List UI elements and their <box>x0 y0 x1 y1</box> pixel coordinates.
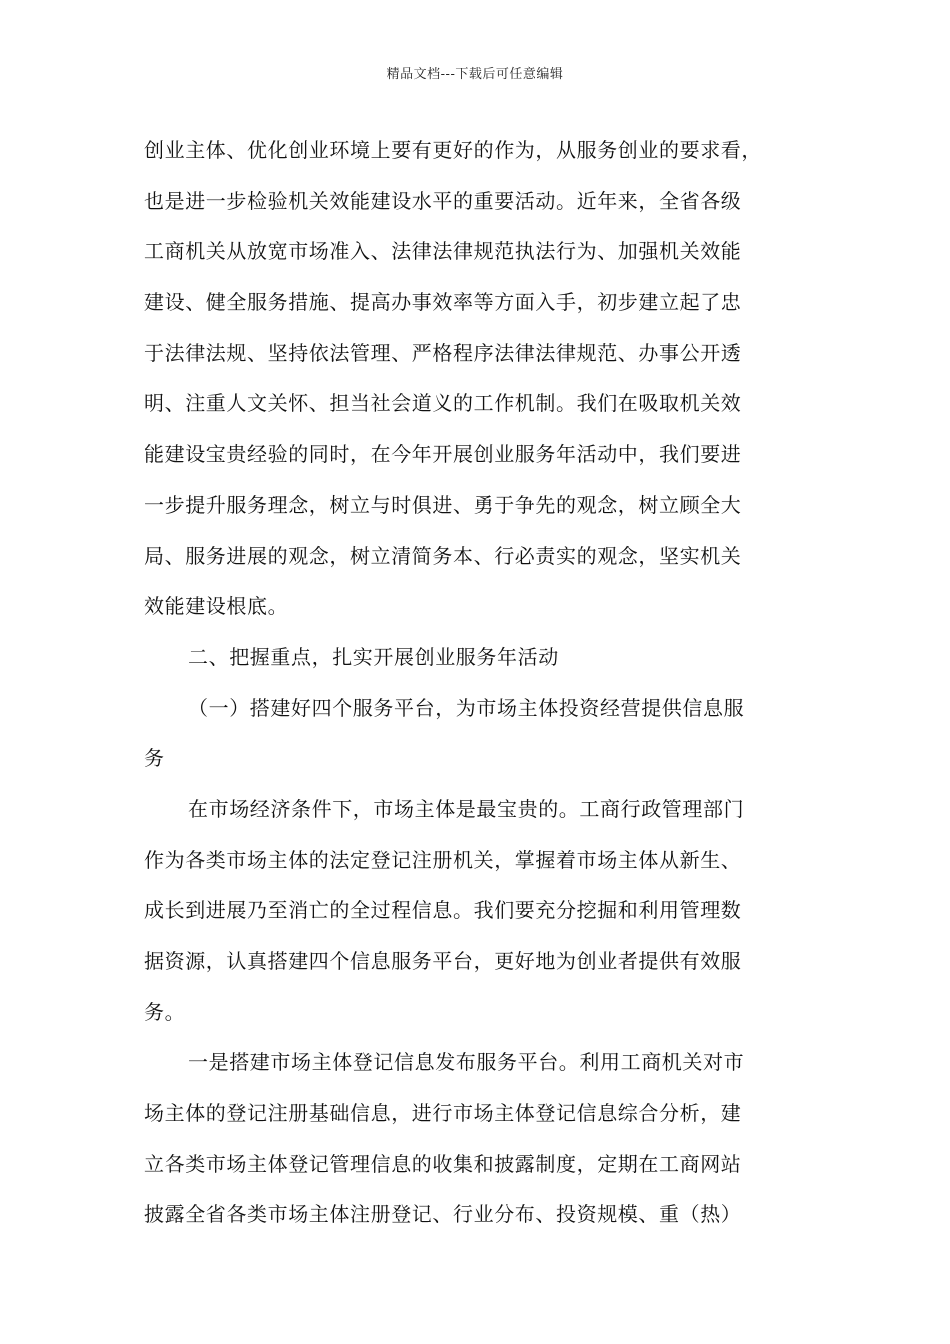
text-line: 立各类市场主体登记管理信息的收集和披露制度，定期在工商网站 <box>144 1151 742 1176</box>
text-line: 工商机关从放宽市场准入、法律法律规范执法行为、加强机关效能 <box>144 239 742 264</box>
section-heading: 二、把握重点，扎实开展创业服务年活动 <box>188 644 559 669</box>
text-line: 作为各类市场主体的法定登记注册机关，掌握着市场主体从新生、 <box>144 847 742 872</box>
paragraph-start: 在市场经济条件下，市场主体是最宝贵的。工商行政管理部门 <box>188 796 745 821</box>
paragraph-start: 一是搭建市场主体登记信息发布服务平台。利用工商机关对市 <box>188 1050 745 1075</box>
text-line: 务。 <box>144 999 186 1024</box>
document-body <box>144 125 808 1240</box>
page-header: 精品文档---下载后可任意编辑 <box>386 67 564 82</box>
text-line: 一步提升服务理念，树立与时俱进、勇于争先的观念，树立顾全大 <box>144 492 742 517</box>
text-line: 局、服务进展的观念，树立清简务本、行必责实的观念，坚实机关 <box>144 543 742 568</box>
text-line: 能建设宝贵经验的同时，在今年开展创业服务年活动中，我们要进 <box>144 442 742 467</box>
text-line: 场主体的登记注册基础信息，进行市场主体登记信息综合分析，建 <box>144 1101 742 1126</box>
text-line: 成长到进展乃至消亡的全过程信息。我们要充分挖掘和利用管理数 <box>144 898 742 923</box>
text-line: 于法律法规、坚持依法管理、严格程序法律法律规范、办事公开透 <box>144 340 742 365</box>
text-line: 据资源，认真搭建四个信息服务平台，更好地为创业者提供有效服 <box>144 949 742 973</box>
text-line: 创业主体、优化创业环境上要有更好的作为，从服务创业的要求看， <box>144 138 762 162</box>
text-line: 也是进一步检验机关效能建设水平的重要活动。近年来，全省各级 <box>144 188 742 213</box>
text-line: 建设、健全服务措施、提高办事效率等方面入手，初步建立起了忠 <box>144 290 742 315</box>
text-line: 效能建设根底。 <box>144 594 289 619</box>
text-line: 明、注重人文关怀、担当社会道义的工作机制。我们在吸取机关效 <box>144 391 742 416</box>
subsection-heading-continued: 务 <box>144 746 165 771</box>
text-line: 披露全省各类市场主体注册登记、行业分布、投资规模、重（热） <box>144 1202 742 1227</box>
subsection-heading: （一）搭建好四个服务平台，为市场主体投资经营提供信息服 <box>188 695 745 720</box>
